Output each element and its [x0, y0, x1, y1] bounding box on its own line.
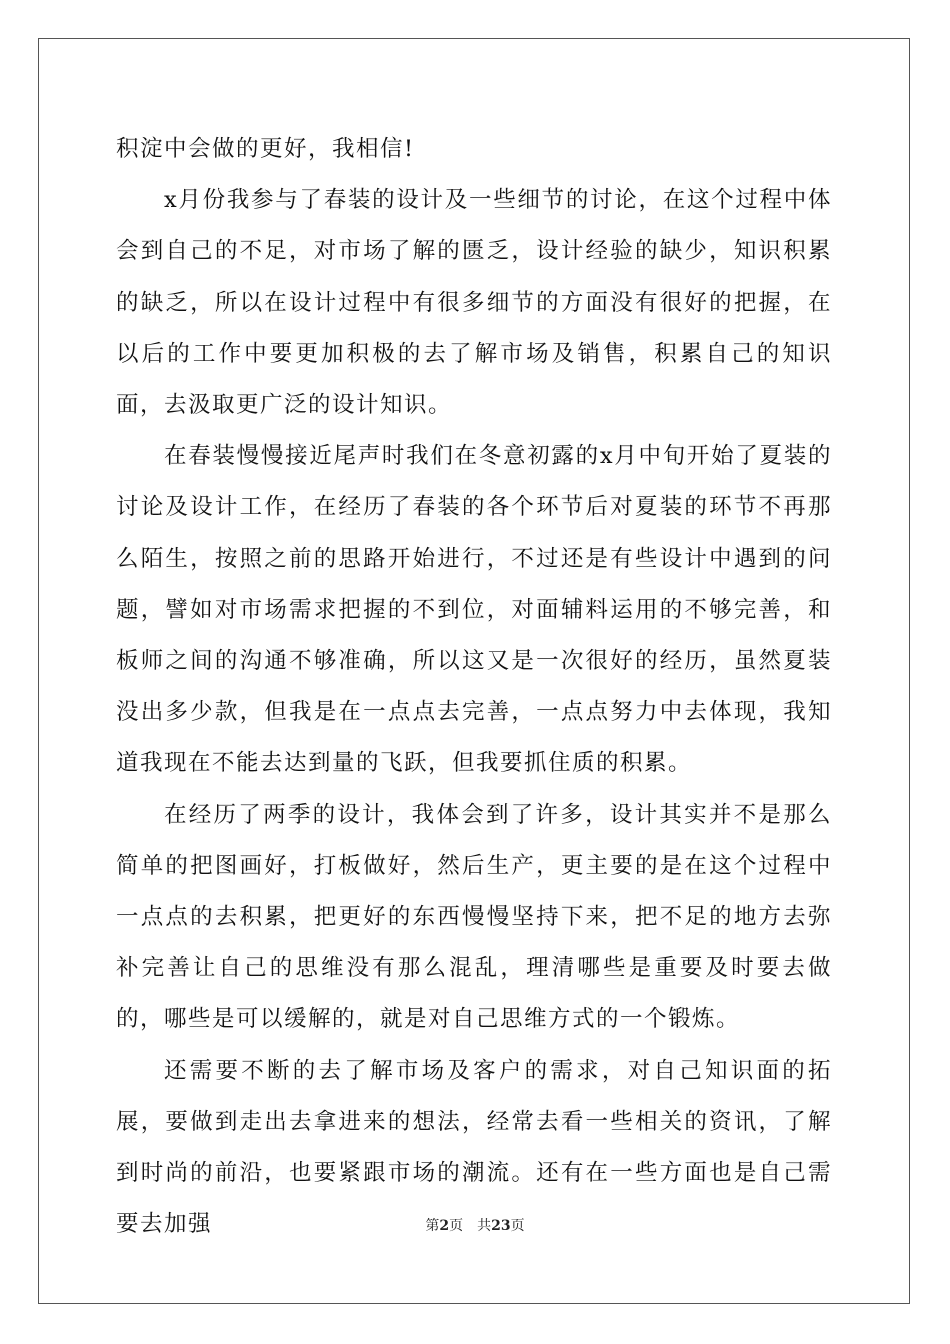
- paragraph-2: x月份我参与了春装的设计及一些细节的讨论，在这个过程中体会到自己的不足，对市场了解的匮乏，设计经验的缺少，知识积累的缺乏，所以在设计过程中有很多细节的方面没有很好的把握，在以后的工作中要更加积极的去了解市场及销售，积累自己的知识面，去汲取更广泛的设计知识。: [116, 187, 832, 419]
- paragraph-1: 积淀中会做的更好，我相信!: [116, 136, 415, 162]
- page-unit: 页: [449, 1218, 464, 1234]
- page-current: 2: [439, 1218, 450, 1234]
- document-body: [116, 124, 832, 1250]
- paragraph-3: 在春装慢慢接近尾声时我们在冬意初露的x月中旬开始了夏装的讨论及设计工作，在经历了春装的各个环节后对夏装的环节不再那么陌生，按照之前的思路开始进行，不过还是有些设计中遇到的问题，譬如对市场需求把握的不到位，对面辅料运用的不够完善，和板师之间的沟通不够准确，所以这又是一次很好的经历，虽然夏装没出多少款，但我是在一点点去完善，一点点努力中去体现，我知道我现在不能去达到量的飞跃，但我要抓住质的积累。: [116, 443, 832, 777]
- page-prefix: 第: [425, 1218, 440, 1234]
- page-total: 23: [491, 1218, 511, 1234]
- paragraph-4: 在经历了两季的设计，我体会到了许多，设计其实并不是那么简单的把图画好，打板做好，然后生产，更主要的是在这个过程中一点点的去积累，把更好的东西慢慢坚持下来，把不足的地方去弥补完善让自己的思维没有那么混乱，理清哪些是重要及时要去做的，哪些是可以缓解的，就是对自己思维方式的一个锻炼。: [116, 801, 832, 1033]
- page-footer: [0, 1216, 950, 1236]
- total-prefix: 共: [477, 1218, 492, 1234]
- paragraph-5: 还需要不断的去了解市场及客户的需求，对自己知识面的拓展，要做到走出去拿进来的想法，经常去看一些相关的资讯，了解到时尚的前沿，也要紧跟市场的潮流。还有在一些方面也是自己需要去加强: [116, 1057, 832, 1238]
- total-unit: 页: [510, 1218, 525, 1234]
